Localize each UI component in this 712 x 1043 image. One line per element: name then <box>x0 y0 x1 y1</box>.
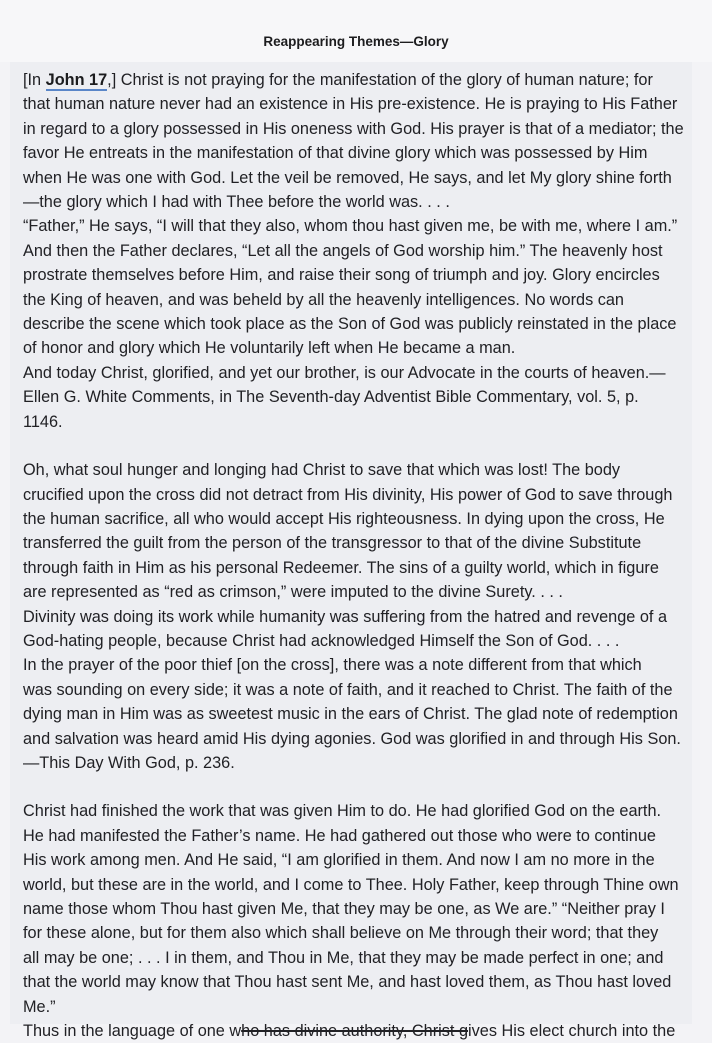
text-line: through faith in Him as his personal Redeemer. The sins of a guilty world, which in figure <box>23 558 659 577</box>
text-line: crucified upon the cross did not detract from His divinity, His power of God to save through <box>23 485 673 504</box>
text-line: Me.” <box>23 997 56 1016</box>
text-line: Divinity was doing its work while humanity was suffering from the hatred and revenge of a <box>23 607 668 626</box>
reading-pane[interactable] <box>0 62 712 1041</box>
text-line: favor He entreats in the manifestation of that divine glory which was possessed by Him <box>23 144 648 163</box>
text-line: And then the Father declares, “Let all the angels of God worship him.” The heavenly host <box>23 241 663 260</box>
text-line: and salvation was heard amid His dying agonies. God was glorified in and through His Son. <box>23 729 681 748</box>
text-line: And today Christ, glorified, and yet our brother, is our Advocate in the courts of heaven.— <box>23 363 666 382</box>
text-line: dying man in Him was as sweetest music in the ears of Christ. The glad note of redemption <box>23 705 678 724</box>
text-line: that human nature never had an existence in His pre-existence. He is praying to His Father <box>23 95 678 114</box>
text-line: that the world may know that Thou hast sent Me, and hast loved them, as Thou hast loved <box>23 973 672 992</box>
page-title: Reappearing Themes—Glory <box>263 34 449 49</box>
title-bar <box>0 0 712 62</box>
paragraph-1 <box>23 68 695 434</box>
text-line: are represented as “red as crimson,” were imputed to the divine Surety. . . . <box>23 583 563 602</box>
text-line: God-hating people, because Christ had acknowledged Himself the Son of God. . . . <box>23 631 620 650</box>
text-line: Christ had finished the work that was given Him to do. He had glorified God on the earth. <box>23 802 662 821</box>
text-line: transferred the guilt from the person of the transgressor to that of the divine Substitute <box>23 534 642 553</box>
text-line: prostrate themselves before Him, and raise their song of triumph and joy. Glory encircles <box>23 266 660 285</box>
paragraph-3 <box>23 799 695 1043</box>
text-line: for these alone, but for them also which shall believe on Me through their word; that they <box>23 924 659 943</box>
text-line: of honor and glory which He voluntarily left when He became a man. <box>23 339 516 358</box>
struck-through-text: ho has divine authority, Christ g <box>241 1022 469 1041</box>
text-line: in regard to a glory possessed in His oneness with God. His prayer is that of a mediator; the <box>23 119 684 138</box>
text-line: the human sacrifice, all who would accept His righteousness. In dying upon the cross, He <box>23 509 665 528</box>
text-line: world, but these are in the world, and I come to Thee. Holy Father, keep through Thine own <box>23 875 679 894</box>
text-line: Oh, what soul hunger and longing had Christ to save that which was lost! The body <box>23 461 621 480</box>
text-line: was sounding on every side; it was a note of faith, and it reached to Christ. The faith of the <box>23 680 673 699</box>
text-line: [In John 17,] Christ is not praying for the manifestation of the glory of human nature; for <box>23 71 653 89</box>
text-line: Thus in the language of one who has divine authority, Christ gives His elect church into the <box>23 1022 676 1041</box>
text-line: “Father,” He says, “I will that they also, whom thou hast given me, be with me, where I am.” <box>23 217 678 236</box>
john-17-link[interactable]: John 17 <box>45 71 108 89</box>
text-line: when He was one with God. Let the veil be removed, He says, and let My glory shine forth <box>23 168 672 187</box>
text-line: He had manifested the Father’s name. He had gathered out those who were to continue <box>23 826 656 845</box>
text-line: name those whom Thou hast given Me, that they may be one, as We are.” “Neither pray I <box>23 900 665 918</box>
text-line: 1146. <box>23 412 63 431</box>
document-text <box>23 68 695 1043</box>
text-line: —This Day With God, p. 236. <box>23 753 235 772</box>
text-line: describe the scene which took place as the Son of God was publicly reinstated in the place <box>23 315 677 334</box>
paragraph-2 <box>23 458 695 775</box>
text-line: His work among men. And He said, “I am glorified in them. And now I am no more in the <box>23 851 655 870</box>
text-line: In the prayer of the poor thief [on the cross], there was a note different from that which <box>23 656 642 675</box>
text-line: —the glory which I had with Thee before the world was. . . . <box>23 193 450 212</box>
text-line: all may be one; . . . I in them, and Thou in Me, that they may be made perfect in one; and <box>23 948 664 967</box>
text-line: the King of heaven, and was beheld by all the heavenly intelligences. No words can <box>23 290 624 309</box>
text-line: Ellen G. White Comments, in The Seventh-day Adventist Bible Commentary, vol. 5, p. <box>23 388 639 407</box>
